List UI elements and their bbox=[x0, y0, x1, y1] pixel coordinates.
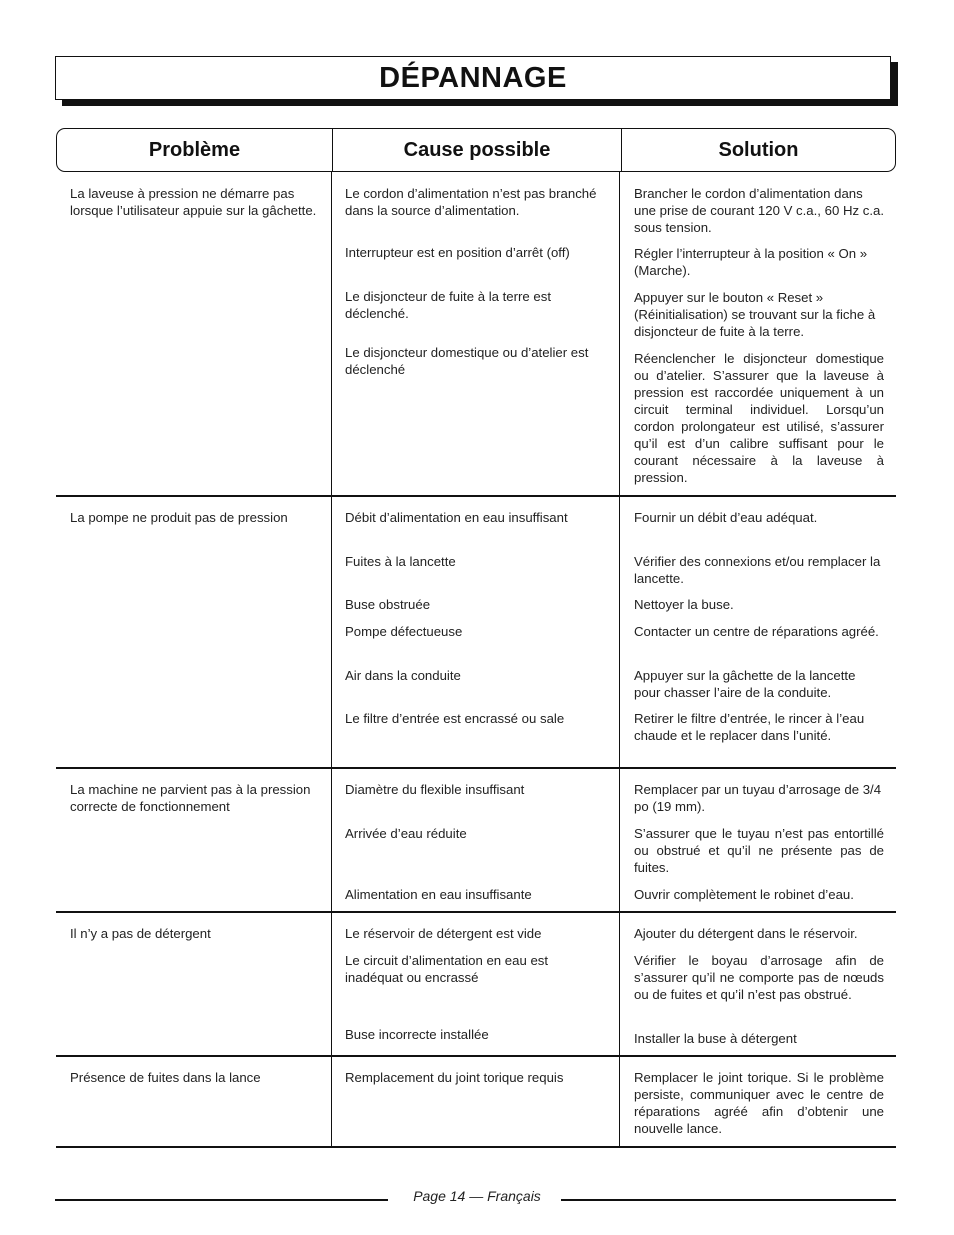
page-title-box bbox=[55, 56, 891, 100]
cause-text: Pompe défectueuse bbox=[345, 624, 463, 639]
table-row bbox=[56, 497, 896, 769]
solution-text: Retirer le filtre d’entrée, le rincer à l’eau chaude et le replacer dans l’unité. bbox=[634, 711, 865, 743]
problem-text: La laveuse à pression ne démarre pas lorsque l’utilisateur appuie sur la gâchette. bbox=[70, 186, 317, 218]
cause-text: Le disjoncteur de fuite à la terre est déclenché. bbox=[345, 289, 551, 321]
solution-text: Remplacer par un tuyau d’arrosage de 3/4 po (19 mm). bbox=[634, 782, 882, 814]
cause-text: Fuites à la lancette bbox=[345, 554, 456, 569]
solution-text: Ouvrir complètement le robinet d’eau. bbox=[634, 887, 854, 902]
problem-text: Il n’y a pas de détergent bbox=[70, 926, 211, 941]
cause-text: Le cordon d’alimentation n’est pas branché dans la source d’alimentation. bbox=[345, 186, 597, 218]
solution-text: Brancher le cordon d’alimentation dans une prise de courant 120 V c.a., 60 Hz c.a. sous tension. bbox=[634, 186, 884, 235]
problem-text: La machine ne parvient pas à la pression correcte de fonctionnement bbox=[70, 782, 311, 814]
cause-text: Le disjoncteur domestique ou d’atelier est déclenché bbox=[345, 345, 589, 377]
troubleshooting-table bbox=[56, 172, 896, 1148]
cause-text: Le filtre d’entrée est encrassé ou sale bbox=[345, 711, 565, 726]
table-row bbox=[56, 172, 896, 497]
table-header bbox=[56, 128, 896, 172]
solution-text: Remplacer le joint torique. Si le problème persiste, communiquer avec le centre de réparations agréé afin d’obtenir une nouvelle lance. bbox=[634, 1070, 884, 1136]
page-footer: Page 14 — Français bbox=[413, 1188, 541, 1204]
cause-text: Débit d’alimentation en eau insuffisant bbox=[345, 510, 568, 525]
problem-text: Présence de fuites dans la lance bbox=[70, 1070, 261, 1085]
cause-text: Remplacement du joint torique requis bbox=[345, 1070, 564, 1085]
solution-text: Vérifier des connexions et/ou remplacer la lancette. bbox=[634, 554, 881, 586]
problem-text: La pompe ne produit pas de pression bbox=[70, 510, 288, 525]
solution-text: Ajouter du détergent dans le réservoir. bbox=[634, 926, 858, 941]
solution-text: Appuyer sur le bouton « Reset » (Réinitialisation) se trouvant sur la fiche à disjoncteur de fuite à la terre. bbox=[634, 290, 876, 339]
solution-text: Appuyer sur la gâchette de la lancette pour chasser l’aire de la conduite. bbox=[634, 668, 856, 700]
cause-text: Le circuit d’alimentation en eau est inadéquat ou encrassé bbox=[345, 953, 549, 985]
header-problem: Problème bbox=[57, 129, 333, 171]
solution-text: Réenclencher le disjoncteur domestique ou d’atelier. S’assurer que la laveuse à pression est raccordée uniquement à un circuit terminal individuel. Lorsqu’un cordon prolongateur est utilisé, s’assurer qu’il est d’un calibre suffisant pour le courant nécessaire à la laveuse à pression. bbox=[634, 351, 884, 485]
table-row bbox=[56, 1057, 896, 1148]
table-row bbox=[56, 913, 896, 1057]
solution-text: Fournir un débit d’eau adéquat. bbox=[634, 510, 818, 525]
cause-text: Alimentation en eau insuffisante bbox=[345, 887, 532, 902]
cause-text: Le réservoir de détergent est vide bbox=[345, 926, 542, 941]
solution-text: Régler l’interrupteur à la position « On » (Marche). bbox=[634, 246, 868, 278]
page-title: DÉPANNAGE bbox=[379, 61, 567, 94]
cause-text: Interrupteur est en position d’arrêt (off) bbox=[345, 245, 570, 260]
solution-text: Installer la buse à détergent bbox=[634, 1031, 797, 1046]
solution-text: Contacter un centre de réparations agréé. bbox=[634, 624, 879, 639]
header-solution: Solution bbox=[718, 138, 799, 161]
solution-text: Nettoyer la buse. bbox=[634, 597, 734, 612]
table-row bbox=[56, 769, 896, 913]
cause-text: Buse incorrecte installée bbox=[345, 1027, 489, 1042]
solution-text: Vérifier le boyau d’arrosage afin de s’assurer qu’il ne comporte pas de nœuds ou de fuites et qu’il n’est pas obstrué. bbox=[634, 953, 884, 1002]
cause-text: Diamètre du flexible insuffisant bbox=[345, 782, 525, 797]
solution-text: S’assurer que le tuyau n’est pas entortillé ou obstrué et qu’il ne présente pas de fuites. bbox=[634, 826, 884, 875]
cause-text: Air dans la conduite bbox=[345, 668, 461, 683]
header-cause: Cause possible bbox=[333, 129, 622, 171]
cause-text: Arrivée d’eau réduite bbox=[345, 826, 467, 841]
cause-text: Buse obstruée bbox=[345, 597, 431, 612]
